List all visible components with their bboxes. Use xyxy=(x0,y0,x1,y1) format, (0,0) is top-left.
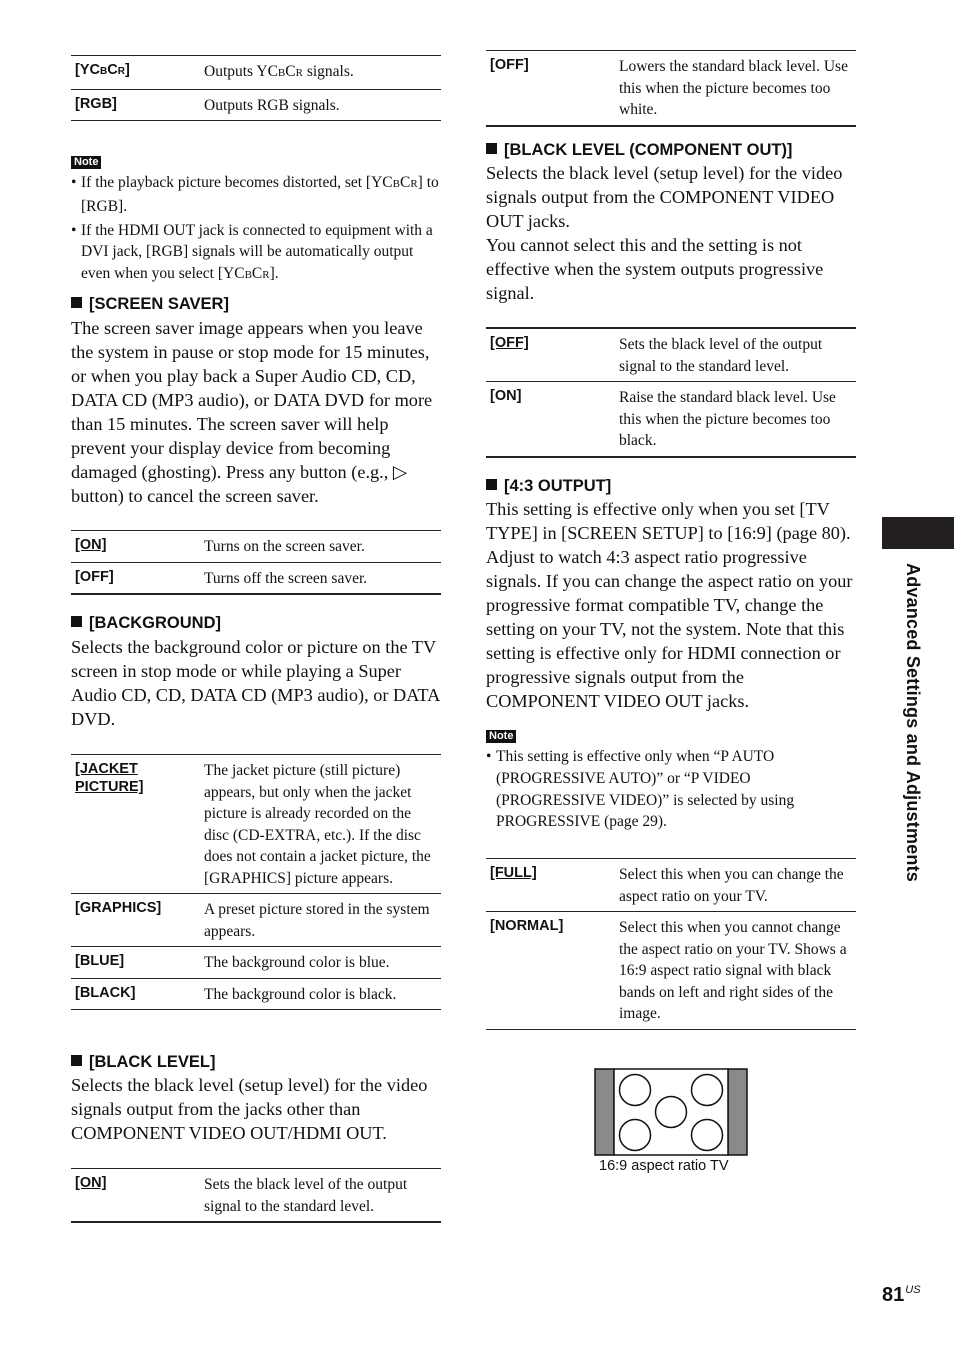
black-level-text: Selects the black level (setup level) for the video signals output from the jacks other than COMPONENT VIDEO OUT/HDMI OUT. xyxy=(71,1075,428,1143)
option-description: Select this when you cannot change the aspect ratio on your TV. Shows a 16:9 aspect ratio signal with black bands on left and right sides of the image. xyxy=(619,919,847,1022)
table-row xyxy=(486,51,856,127)
option-description: Outputs RGB signals. xyxy=(204,96,340,114)
square-bullet-icon xyxy=(486,143,497,154)
section-heading-black-level-component: [BLACK LEVEL (COMPONENT OUT)] xyxy=(486,140,792,160)
option-key: [FULL] xyxy=(490,865,537,881)
note-badge: Note xyxy=(71,156,101,169)
option-key: [RGB] xyxy=(75,95,117,112)
table-row xyxy=(71,755,441,894)
tv-left-band xyxy=(595,1069,614,1155)
option-key: [ON] xyxy=(75,1175,107,1191)
option-description: Sets the black level of the output signal to the standard level. xyxy=(204,1176,408,1215)
tv-right-band xyxy=(728,1069,747,1155)
option-description: Lowers the standard black level. Use this when the picture becomes too white. xyxy=(619,58,848,118)
signal-format-table xyxy=(71,55,441,121)
option-description: Turns off the screen saver. xyxy=(204,569,368,587)
option-key: [OFF] xyxy=(75,568,114,585)
black-level-component-table xyxy=(486,327,856,458)
table-row xyxy=(486,912,856,1030)
background-text: Selects the background color or picture on the TV screen in stop mode or while playing a Super Audio CD, CD, DATA CD (MP3 audio), or DATA DVD. xyxy=(71,637,440,729)
option-description: A preset picture stored in the system appears. xyxy=(204,901,430,940)
tv-screen xyxy=(614,1069,728,1155)
table-row xyxy=(71,56,441,90)
section-heading-background: [BACKGROUND] xyxy=(71,613,221,633)
background-table xyxy=(71,754,441,1010)
section-side-label: Advanced Settings and Adjustments xyxy=(903,563,923,882)
table-row xyxy=(71,947,441,979)
section-heading-4-3-output: [4:3 OUTPUT] xyxy=(486,476,611,496)
black-level-component-text: Selects the black level (setup level) for the video signals output from the COMPONENT VIDEO OUT jacks. xyxy=(486,163,843,231)
option-key: [ON] xyxy=(75,537,107,553)
option-key: [GRAPHICS] xyxy=(75,900,162,916)
option-description: Sets the black level of the output signal to the standard level. xyxy=(619,336,823,375)
option-key: [ON] xyxy=(490,388,522,404)
table-row xyxy=(71,894,441,947)
section-tab-marker xyxy=(882,517,954,549)
option-key: [BLACK] xyxy=(75,984,136,1001)
option-description: The background color is black. xyxy=(204,985,397,1003)
page-number: $81^{US}$ xyxy=(882,1284,921,1306)
option-key: [NORMAL] xyxy=(490,918,564,934)
screen-saver-table xyxy=(71,530,441,595)
option-key: [YCBCR] xyxy=(75,62,130,78)
square-bullet-icon xyxy=(486,479,497,490)
note-item: • This setting is effective only when “P AUTO (PROGRESSIVE AUTO)” or “P VIDEO (PROGRESSIVE VIDEO)” is selected by using PROGRESSIVE (page 29). xyxy=(486,746,856,833)
black-level-off-table xyxy=(486,50,856,127)
table-row xyxy=(71,531,441,563)
option-key: [OFF] xyxy=(490,57,529,73)
option-description: The background color is blue. xyxy=(204,954,390,971)
option-description: The jacket picture (still picture) appears, but only when the jacket picture is already recorded on the disc (CD-EXTRA, etc.). If the disc does not contain a jacket picture, the [GRAPHICS] picture appears. xyxy=(204,762,431,887)
table-row xyxy=(71,1169,441,1223)
table-row xyxy=(486,329,856,382)
section-heading-screen-saver: [SCREEN SAVER] xyxy=(71,294,229,314)
option-description: Turns on the screen saver. xyxy=(204,538,365,555)
option-key: [OFF] xyxy=(490,335,529,351)
square-bullet-icon xyxy=(71,616,82,627)
section-heading-black-level: [BLACK LEVEL] xyxy=(71,1052,216,1072)
square-bullet-icon xyxy=(71,297,82,308)
note-item: • If the HDMI OUT jack is connected to equipment with a DVI jack, [RGB] signals will be automatically output even when you select [YCBCR]. xyxy=(71,220,441,287)
4-3-output-table xyxy=(486,858,856,1030)
table-row xyxy=(71,979,441,1011)
note-list xyxy=(486,746,856,833)
table-row xyxy=(486,382,856,458)
note-list xyxy=(71,172,441,287)
table-row xyxy=(71,90,441,122)
option-key: [BLUE] xyxy=(75,953,125,969)
square-bullet-icon xyxy=(71,1055,82,1066)
table-row xyxy=(71,563,441,596)
option-key: [JACKET PICTURE] xyxy=(75,761,144,795)
black-level-component-text-2: You cannot select this and the setting is not effective when the system outputs progressive signal. xyxy=(486,235,824,303)
option-description: Select this when you can change the aspect ratio on your TV. xyxy=(619,866,844,905)
table-row xyxy=(486,859,856,912)
note-item: • If the playback picture becomes distorted, set [YCBCR] to [RGB]. xyxy=(71,172,441,218)
option-description: Outputs YCBCR signals. xyxy=(204,63,354,80)
4-3-output-text: This setting is effective only when you set [TV TYPE] in [SCREEN SETUP] to [16:9] (page 80). Adjust to watch 4:3 aspect ratio progressive signals. If you can change the aspect ratio on your progressive format compatible TV, change the setting on your TV, not the system. Note that this setting is effective only for HDMI connection or progressive signals output from the COMPONENT VIDEO OUT jacks. xyxy=(486,499,853,711)
note-badge: Note xyxy=(486,730,516,743)
screen-saver-text: The screen saver image appears when you leave the system in pause or stop mode for 15 minutes, or when you play back a Super Audio CD, CD, DATA CD (MP3 audio), or DATA DVD for more than 15 minutes. The screen saver will help prevent your display device from becoming damaged (ghosting). Press any button (e.g., ▷ button) to cancel the screen saver. xyxy=(71,318,433,506)
aspect-ratio-illustration xyxy=(594,1068,750,1158)
option-description: Raise the standard black level. Use this when the picture becomes too black. xyxy=(619,389,836,449)
figure-caption: 16:9 aspect ratio TV xyxy=(599,1158,729,1174)
black-level-table xyxy=(71,1168,441,1223)
